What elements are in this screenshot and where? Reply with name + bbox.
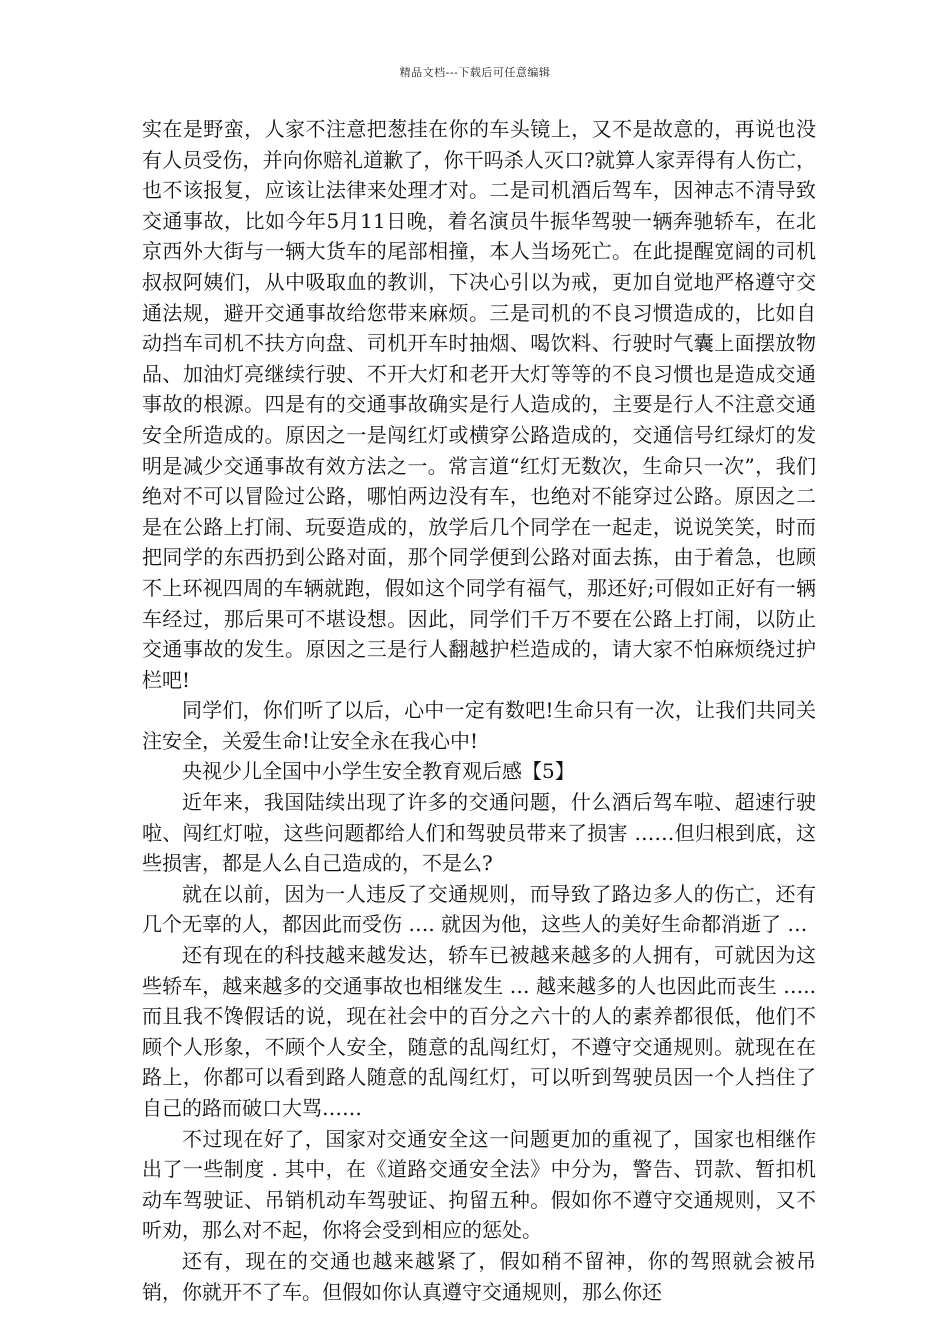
- paragraph: 就在以前，因为一人违反了交通规则，而导致了路边多人的伤亡，还有几个无辜的人，都因此而受伤 …. 就因为他，这些人的美好生命都消逝了 …: [142, 881, 816, 937]
- document-body: [142, 114, 816, 1307]
- paragraph: 不过现在好了，国家对交通安全这一问题更加的重视了，国家也相继作出了一些制度 . 其中，在《道路交通安全法》中分为，警告、罚款、暂扣机动车驾驶证、吊销机动车驾驶证、拘留五种。假如你不遵守交通规则，又不听劝，那么对不起，你将会受到相应的惩处。: [142, 1126, 816, 1243]
- page-header: 精品文档---下载后可任意编辑: [399, 66, 551, 79]
- paragraph: 实在是野蛮，人家不注意把葱挂在你的车头镜上，又不是故意的，再说也没有人员受伤，并向你赔礼道歉了，你干吗杀人灭口?就算人家弄得有人伤亡，也不该报复，应该让法律来处理才对。二是司机酒后驾车，因神志不清导致交通事故，比如今年5月11日晚，着名演员牛振华驾驶一辆奔驰轿车，在北京西外大街与一辆大货车的尾部相撞，本人当场死亡。在此提醒宽阔的司机叔叔阿姨们，从中吸取血的教训，下决心引以为戒，更加自觉地严格遵守交通法规，避开交通事故给您带来麻烦。三是司机的不良习惯造成的，比如自动挡车司机不扶方向盘、司机开车时抽烟、喝饮料、行驶时气囊上面摆放物品、加油灯亮继续行驶、不开大灯和老开大灯等等的不良习惯也是造成交通事故的根源。四是有的交通事故确实是行人造成的，主要是行人不注意交通安全所造成的。原因之一是闯红灯或横穿公路造成的，交通信号红绿灯的发明是减少交通事故有效方法之一。常言道“红灯无数次，生命只一次”，我们绝对不可以冒险过公路，哪怕两边没有车，也绝对不能穿过公路。原因之二是在公路上打闹、玩耍造成的，放学后几个同学在一起走，说说笑笑，时而把同学的东西扔到公路对面，那个同学便到公路对面去拣，由于着急，也顾不上环视四周的车辆就跑，假如这个同学有福气，那还好;可假如正好有一辆车经过，那后果可不堪设想。因此，同学们千万不要在公路上打闹，以防止交通事故的发生。原因之三是行人翻越护栏造成的，请大家不怕麻烦绕过护栏吧!: [142, 117, 816, 692]
- paragraph: 还有现在的科技越来越发达，轿车已被越来越多的人拥有，可就因为这些轿车，越来越多的交通事故也相继发生 … 越来越多的人也因此而丧生 …..而且我不馋假话的说，现在社会中的百分之六十的人的素养都很低，他们不顾个人形象，不顾个人安全，随意的乱闯红灯，不遵守交通规则。就现在在路上，你都可以看到路人随意的乱闯红灯，可以听到驾驶员因一个人挡住了自己的路而破口大骂……: [142, 943, 816, 1120]
- paragraph: 同学们，你们听了以后，心中一定有数吧!生命只有一次，让我们共同关注安全，关爱生命!让安全永在我心中!: [142, 698, 816, 753]
- paragraph: 近年来，我国陆续出现了许多的交通问题，什么酒后驾车啦、超速行驶啦、闯红灯啦，这些问题都给人们和驾驶员带来了损害 ……但归根到底，这些损害，都是人么自己造成的，不是么?: [142, 790, 816, 876]
- section-heading: 央视少儿全国中小学生安全教育观后感【5】: [182, 759, 575, 784]
- paragraph: 还有，现在的交通也越来越紧了，假如稍不留神，你的驾照就会被吊销，你就开不了车。但假如你认真遵守交通规则，那么你还: [142, 1248, 816, 1304]
